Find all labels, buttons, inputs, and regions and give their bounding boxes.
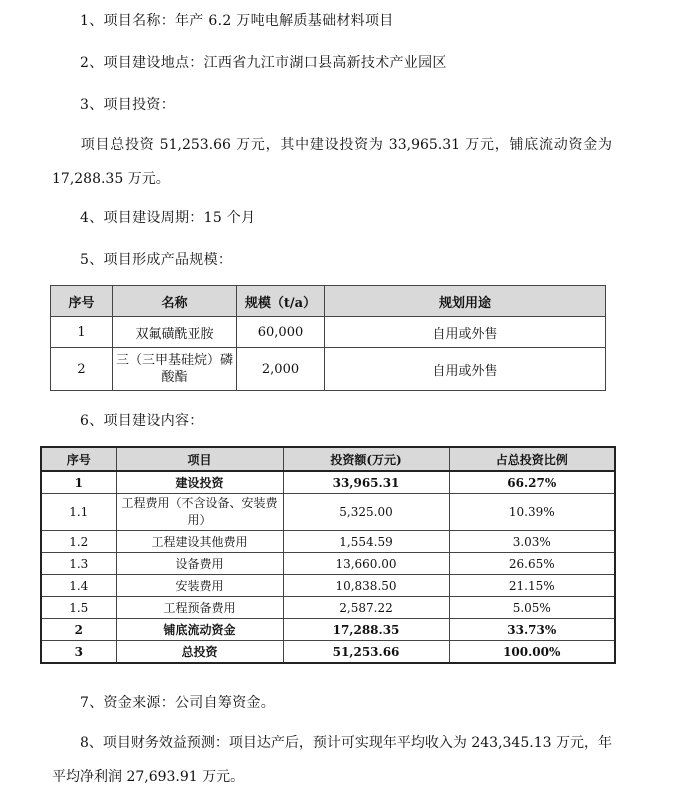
financial-forecast-paragraph: 8、项目财务效益预测：项目达产后，预计可实现年平均收入为 243,345.13 万元，年平均净利润 27,693.91 万元。 [52,735,612,785]
item-project-name: 1、项目名称：年产 6.2 万吨电解质基础材料项目 [80,13,394,29]
table-cell: 51,253.66 [283,641,449,664]
product-scale-table [50,285,606,391]
table-row [41,597,615,619]
table-cell: 66.27% [449,471,615,494]
header-cell: 规划用途 [325,286,606,317]
table-cell: 自用或外售 [325,317,606,348]
table-cell: 1.5 [41,597,116,619]
item-product-scale: 5、项目形成产品规模： [80,252,233,268]
table-cell: 1 [51,317,113,348]
table-cell: 2,587.22 [283,597,449,619]
item-project-location: 2、项目建设地点：江西省九江市湖口县高新技术产业园区 [80,55,447,71]
header-cell: 投资额(万元) [283,447,449,471]
table-row [41,494,615,531]
table-cell: 33,965.31 [283,471,449,494]
table-row [41,531,615,553]
table-cell: 1.3 [41,553,116,575]
table-row [41,575,615,597]
construction-content-table [40,446,616,664]
table-cell: 总投资 [116,641,283,664]
table-header-row [41,447,615,471]
table-cell: 21.15% [449,575,615,597]
table-header-row [51,286,606,317]
table-cell: 33.73% [449,619,615,641]
table-row [41,641,615,664]
item-fund-source: 7、资金来源：公司自筹资金。 [80,695,276,711]
table-cell: 2 [51,348,113,391]
header-cell: 占总投资比例 [449,447,615,471]
item-construction-period: 4、项目建设周期：15 个月 [80,210,256,226]
investment-text: 项目总投资 51,253.66 万元，其中建设投资为 33,965.31 万元，铺底流动资金为 17,288.35 万元。 [52,137,612,187]
table-cell: 5,325.00 [283,494,449,531]
table-cell: 2,000 [237,348,325,391]
table-cell: 3.03% [449,531,615,553]
table-row [41,619,615,641]
header-cell: 项目 [116,447,283,471]
header-cell: 序号 [41,447,116,471]
table-row [41,471,615,494]
table-cell: 建设投资 [116,471,283,494]
table-cell: 安装费用 [116,575,283,597]
table-row [51,317,606,348]
table-row [51,348,606,391]
table-cell: 100.00% [449,641,615,664]
table-cell: 自用或外售 [325,348,606,391]
table-cell: 1.1 [41,494,116,531]
header-cell: 规模（t/a） [237,286,325,317]
table-cell: 双氟磺酰亚胺 [113,317,237,348]
table-cell: 17,288.35 [283,619,449,641]
table-cell: 1.4 [41,575,116,597]
investment-paragraph [52,128,612,196]
table-cell: 13,660.00 [283,553,449,575]
table-cell: 26.65% [449,553,615,575]
table-cell: 2 [41,619,116,641]
table-cell: 3 [41,641,116,664]
table-cell: 1 [41,471,116,494]
table-row [41,553,615,575]
header-cell: 序号 [51,286,113,317]
item-construction-content: 6、项目建设内容： [80,413,204,429]
table-cell: 1.2 [41,531,116,553]
table-cell: 工程预备费用 [116,597,283,619]
table-cell: 10,838.50 [283,575,449,597]
table-cell: 工程建设其他费用 [116,531,283,553]
item-project-investment: 3、项目投资： [80,97,176,113]
table-cell: 60,000 [237,317,325,348]
table-cell: 10.39% [449,494,615,531]
table-cell: 5.05% [449,597,615,619]
table-cell: 工程费用（不含设备、安装费用） [116,494,283,531]
table-cell: 设备费用 [116,553,283,575]
table-cell: 铺底流动资金 [116,619,283,641]
table-cell: 三（三甲基硅烷）磷酸酯 [113,348,237,391]
header-cell: 名称 [113,286,237,317]
table-cell: 1,554.59 [283,531,449,553]
